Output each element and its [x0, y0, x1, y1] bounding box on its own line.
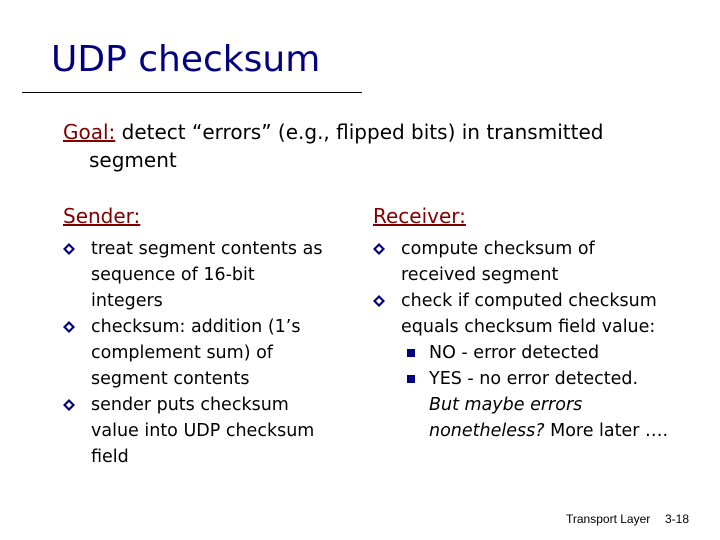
receiver-subbullet-1-line1: NO - error detected — [429, 343, 600, 363]
receiver-bullet-1-line1: compute checksum of — [401, 239, 595, 259]
diamond-bullet-icon — [63, 243, 75, 255]
sender-bullet-3-line2: value into UDP checksum — [91, 421, 315, 441]
goal-statement — [63, 118, 703, 174]
footer-chapter: Transport Layer — [566, 512, 651, 526]
sender-bullet-1 — [63, 236, 363, 314]
sender-list — [63, 236, 363, 470]
receiver-bullet-2-line1: check if computed checksum — [401, 291, 657, 311]
sender-bullet-3-line3: field — [91, 447, 129, 467]
square-bullet-icon — [407, 375, 415, 383]
sender-bullet-1-line3: integers — [91, 291, 163, 311]
sender-bullet-1-line2: sequence of 16-bit — [91, 265, 255, 285]
receiver-bullet-2 — [373, 288, 713, 444]
title-underline — [22, 92, 362, 93]
receiver-subbullet-2-line3 — [429, 418, 713, 444]
sender-bullet-2-line1: checksum: addition (1’s — [91, 317, 301, 337]
sender-bullet-1-line1: treat segment contents as — [91, 239, 323, 259]
sender-bullet-2-line3: segment contents — [91, 369, 250, 389]
receiver-subbullet-2-normal: More later …. — [544, 421, 669, 441]
diamond-bullet-icon — [373, 295, 385, 307]
receiver-bullet-2-line2: equals checksum field value: — [401, 317, 656, 337]
receiver-sublist — [401, 340, 713, 444]
sender-bullet-3 — [63, 392, 363, 470]
sender-bullet-2 — [63, 314, 363, 392]
diamond-bullet-icon — [63, 399, 75, 411]
goal-label: Goal: — [63, 120, 116, 144]
receiver-bullet-1 — [373, 236, 713, 288]
goal-text-line1: detect “errors” (e.g., flipped bits) in transmitted — [115, 120, 604, 144]
receiver-subbullet-1 — [401, 340, 713, 366]
goal-text-line2: segment — [89, 148, 177, 172]
sender-bullet-3-line1: sender puts checksum — [91, 395, 289, 415]
slide-title: UDP checksum — [51, 39, 321, 80]
square-bullet-icon — [407, 349, 415, 357]
receiver-heading: Receiver: — [373, 204, 466, 228]
diamond-bullet-icon — [63, 321, 75, 333]
receiver-subbullet-2-line1: YES - no error detected. — [429, 369, 639, 389]
sender-bullet-2-line2: complement sum) of — [91, 343, 273, 363]
receiver-bullet-1-line2: received segment — [401, 265, 559, 285]
sender-heading: Sender: — [63, 204, 141, 228]
footer-page-number: 3-18 — [665, 512, 690, 526]
diamond-bullet-icon — [373, 243, 385, 255]
receiver-subbullet-2-italic: nonetheless? — [429, 421, 545, 441]
receiver-list — [373, 236, 713, 444]
receiver-subbullet-2 — [401, 366, 713, 444]
receiver-subbullet-2-line2: But maybe errors — [429, 395, 583, 415]
